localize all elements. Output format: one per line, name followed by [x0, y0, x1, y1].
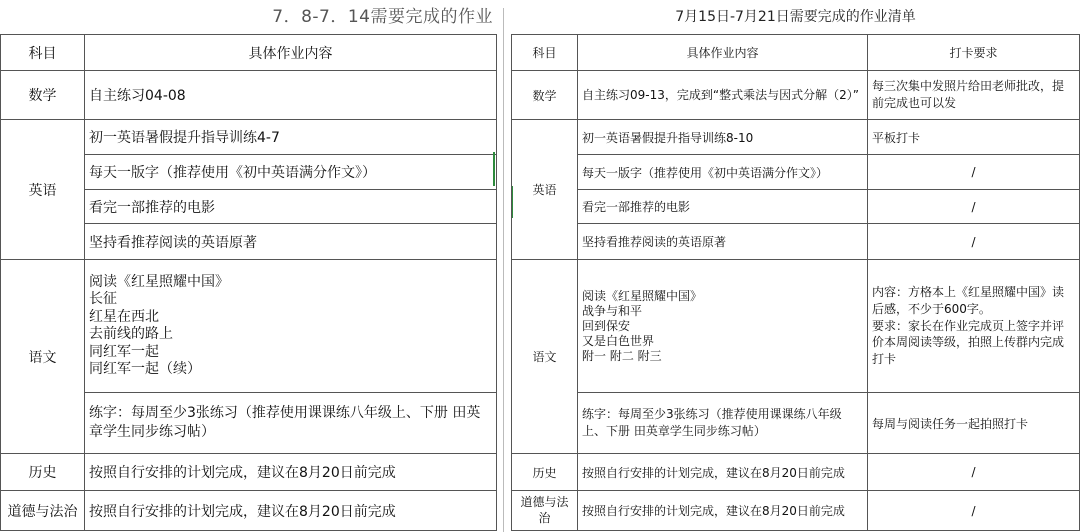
right-chinese-reading-checkin: 内容：方格本上《红星照耀中国》读后感，不少于600字。 要求：家长在作业完成页上签字并评价本周阅读等级，拍照上传群内完成打卡 [868, 260, 1080, 393]
right-header-row [512, 35, 1080, 71]
right-english-item: 看完一部推荐的电影 [578, 190, 868, 224]
right-english-checkin: / [868, 224, 1080, 260]
left-math-subject: 数学 [1, 71, 85, 120]
left-schedule-panel [0, 0, 497, 531]
reading-line: 战争与和平 [582, 303, 643, 318]
right-english-checkin: 平板打卡 [868, 120, 1080, 155]
right-row-morality [512, 491, 1080, 531]
right-history-subject: 历史 [512, 454, 578, 491]
right-history-checkin: / [868, 454, 1080, 491]
right-header-content: 具体作业内容 [578, 35, 868, 71]
right-math-subject: 数学 [512, 71, 578, 120]
right-english-item: 坚持看推荐阅读的英语原著 [578, 224, 868, 260]
right-row-english-3 [512, 190, 1080, 224]
left-math-content: 自主练习04-08 [85, 71, 497, 120]
right-row-history [512, 454, 1080, 491]
left-header-row [1, 35, 497, 71]
reading-line: 红星在西北 [89, 308, 159, 325]
right-math-content: 自主练习09-13，完成到“整式乘法与因式分解（2）” [578, 71, 868, 120]
right-english-item: 初一英语暑假提升指导训练8-10 [578, 120, 868, 155]
reading-line: 附一 附二 附三 [582, 348, 662, 363]
reading-line: 去前线的路上 [89, 326, 173, 342]
right-header-checkin: 打卡要求 [868, 35, 1080, 71]
left-english-item: 初一英语暑假提升指导训练4-7 [85, 120, 497, 155]
reading-line: 同红军一起（续） [89, 361, 201, 377]
left-history-content: 按照自行安排的计划完成，建议在8月20日前完成 [85, 454, 497, 491]
right-history-content: 按照自行安排的计划完成，建议在8月20日前完成 [578, 454, 868, 491]
right-title: 7月15日-7月21日需要完成的作业清单 [675, 9, 916, 25]
right-row-chinese-reading [512, 260, 1080, 393]
left-row-morality [1, 491, 497, 531]
right-chinese-subject: 语文 [512, 260, 578, 454]
right-english-checkin: / [868, 190, 1080, 224]
cell-selection-marker [493, 152, 495, 186]
reading-line: 回到保安 [582, 318, 631, 333]
reading-line: 又是白色世界 [582, 333, 655, 348]
right-row-english-2 [512, 155, 1080, 190]
right-row-english-4 [512, 224, 1080, 260]
left-row-english-1 [1, 120, 497, 155]
reading-line: 阅读《红星照耀中国》 [89, 273, 229, 290]
right-homework-table [511, 34, 1080, 531]
right-math-checkin: 每三次集中发照片给田老师批改，提前完成也可以发 [868, 71, 1080, 120]
left-chinese-writing: 练字：每周至少3张练习（推荐使用课课练八年级上、下册 田英章学生同步练习帖） [85, 393, 497, 454]
right-schedule-panel [511, 0, 1080, 531]
left-row-history [1, 454, 497, 491]
left-title: 7．8-7．14需要完成的作业 [272, 7, 493, 27]
left-row-chinese-reading [1, 260, 497, 393]
right-morality-content: 按照自行安排的计划完成，建议在8月20日前完成 [578, 491, 868, 531]
reading-line: 长征 [89, 291, 117, 307]
right-morality-subject: 道德与法治 [512, 491, 578, 531]
right-chinese-reading [578, 260, 868, 393]
left-english-item: 看完一部推荐的电影 [85, 190, 497, 224]
right-row-english-1 [512, 120, 1080, 155]
right-header-subject: 科目 [512, 35, 578, 71]
reading-line: 阅读《红星照耀中国》 [582, 288, 703, 303]
right-row-chinese-writing [512, 393, 1080, 454]
left-chinese-reading [85, 260, 497, 393]
left-homework-table [0, 34, 497, 531]
right-english-checkin: / [868, 155, 1080, 190]
left-english-item: 每天一版字（推荐使用《初中英语满分作文》） [85, 155, 497, 190]
right-english-subject: 英语 [512, 120, 578, 260]
left-header-content: 具体作业内容 [85, 35, 497, 71]
reading-line: 同红军一起 [89, 343, 159, 360]
left-morality-subject: 道德与法治 [1, 491, 85, 531]
left-english-subject: 英语 [1, 120, 85, 260]
right-morality-checkin: / [868, 491, 1080, 531]
left-english-item: 坚持看推荐阅读的英语原著 [85, 224, 497, 260]
left-header-subject: 科目 [1, 35, 85, 71]
left-history-subject: 历史 [1, 454, 85, 491]
left-morality-content: 按照自行安排的计划完成，建议在8月20日前完成 [85, 491, 497, 531]
left-row-math [1, 71, 497, 120]
panel-divider [503, 8, 504, 532]
right-chinese-writing-checkin: 每周与阅读任务一起拍照打卡 [868, 393, 1080, 454]
left-chinese-subject: 语文 [1, 260, 85, 454]
right-row-math [512, 71, 1080, 120]
right-english-item: 每天一版字（推荐使用《初中英语满分作文》） [578, 155, 868, 190]
right-chinese-writing: 练字：每周至少3张练习（推荐使用课课练八年级上、下册 田英章学生同步练习帖） [578, 393, 868, 454]
